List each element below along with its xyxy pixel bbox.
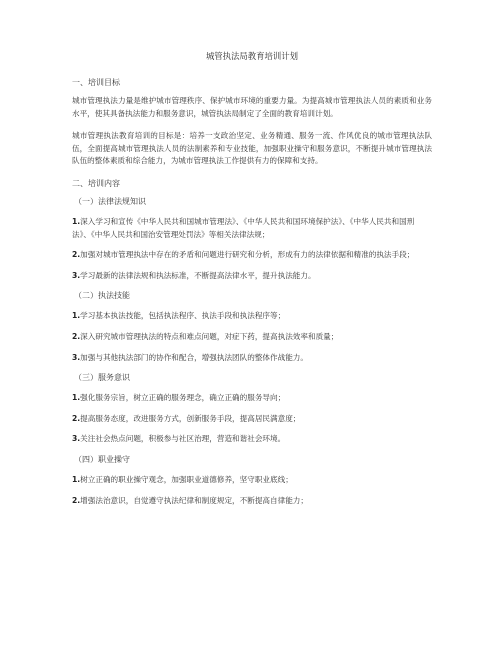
item-number: 1. [72, 216, 81, 226]
item-number: 2. [72, 331, 81, 341]
item-text: 强化服务宗旨，树立正确的服务理念，确立正确的服务导向； [80, 393, 286, 403]
item-text: 加强与其他执法部门的协作和配合，增强执法团队的整体作战能力。 [80, 352, 308, 362]
item-text: 提高服务态度，改进服务方式，创新服务手段，提高居民满意度； [80, 413, 301, 423]
section-heading-goals: 一、培训目标 [72, 78, 120, 87]
item-number: 1. [72, 474, 81, 484]
list-item [72, 331, 432, 344]
item-number: 2. [72, 250, 81, 260]
subsection-title-service: （三）服务意识 [74, 373, 130, 383]
subsection-title-ethics: （四）职业操守 [74, 454, 130, 464]
list-item [72, 413, 432, 426]
paragraph: 城市管理执法力量是维护城市管理秩序、保护城市环境的重要力量。为提高城市管理执法人员的素质和业务水平，使其具备执法能力和服务意识，城管执法局制定了全面的教育培训计划。 [72, 96, 432, 118]
list-item [72, 392, 432, 405]
document-page [72, 50, 432, 515]
item-text: 深入学习和宣传《中华人民共和国城市管理法》、《中华人民共和国环境保护法》、《中华人民共和国刑法》、《中华人民共和国治安管理处罚法》等相关法律法规； [72, 216, 415, 239]
item-text: 学习基本执法技能，包括执法程序、执法手段和执法程序等； [80, 311, 286, 321]
item-number: 3. [72, 270, 81, 280]
item-text: 加强对城市管理执法中存在的矛盾和问题进行研究和分析，形成有力的法律依据和精准的执法手段； [80, 250, 415, 260]
item-text: 深入研究城市管理执法的特点和难点问题，对症下药，提高执法效率和质量； [80, 331, 339, 341]
item-number: 2. [72, 413, 81, 423]
item-text: 关注社会热点问题，积极参与社区治理，营造和谐社会环境。 [80, 434, 286, 444]
item-number: 2. [72, 495, 81, 505]
item-number: 1. [72, 311, 81, 321]
list-item [72, 310, 432, 323]
item-number: 1. [72, 393, 81, 403]
list-item [72, 433, 432, 446]
item-number: 3. [72, 352, 81, 362]
list-item [72, 352, 432, 365]
subsection-title-skills: （二）执法技能 [74, 291, 130, 301]
document-title: 城管执法局教育培训计划 [205, 51, 299, 61]
subsection-title-law: （一）法律法规知识 [74, 196, 146, 206]
section-heading-content: 二、培训内容 [72, 178, 120, 188]
list-item [72, 495, 432, 508]
paragraph: 城市管理执法教育培训的目标是：培养一支政治坚定、业务精通、服务一流、作风优良的城市管理执法队伍，全面提高城市管理执法人员的法制素养和专业技能，加强职业操守和服务意识，不断提升城市管理执法队伍的整体素质和综合能力，为城市管理执法工作提供有力的保障和支持。 [72, 131, 432, 166]
item-text: 学习最新的法律法规和执法标准，不断提高法律水平，提升执法能力。 [80, 270, 316, 280]
list-item [72, 270, 432, 283]
list-item [72, 474, 432, 487]
list-item [72, 249, 432, 262]
item-text: 增强法治意识，自觉遵守执法纪律和制度规定，不断提高自律能力； [80, 495, 308, 505]
item-text: 树立正确的职业操守观念，加强职业道德修养，坚守职业底线； [80, 474, 293, 484]
list-item [72, 216, 432, 241]
item-number: 3. [72, 434, 81, 444]
